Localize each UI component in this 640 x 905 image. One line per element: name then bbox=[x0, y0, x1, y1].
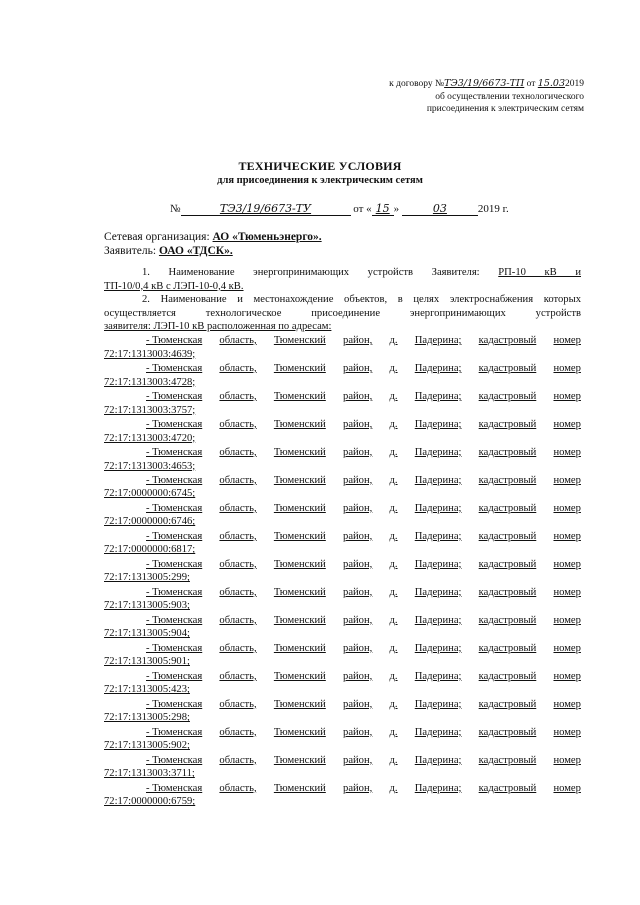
address-word: область, bbox=[219, 726, 257, 738]
tu-from: от « bbox=[353, 203, 372, 215]
cadastral-number: 72:17:1313003:4639; bbox=[104, 348, 196, 360]
address-word: - Тюменская bbox=[146, 390, 203, 402]
address-word: район, bbox=[343, 782, 373, 794]
address-word: кадастровый bbox=[478, 642, 537, 654]
cadastral-number: 72:17:1313003:4653; bbox=[104, 460, 196, 472]
address-item bbox=[104, 698, 581, 725]
cadastral-number: 72:17:0000000:6817; bbox=[104, 544, 196, 556]
address-word: район, bbox=[343, 446, 373, 458]
address-word: кадастровый bbox=[478, 502, 537, 514]
address-item bbox=[104, 418, 581, 445]
address-item bbox=[104, 726, 581, 753]
tu-number-prefix: № bbox=[170, 203, 181, 215]
address-word: область, bbox=[219, 558, 257, 570]
address-word: область, bbox=[219, 782, 257, 794]
address-word: номер bbox=[553, 754, 581, 766]
address-word: д. bbox=[389, 698, 398, 710]
cadastral-number: 72:17:1313005:903; bbox=[104, 600, 190, 612]
applicant-label: Заявитель: bbox=[104, 245, 157, 257]
address-word: номер bbox=[553, 698, 581, 710]
address-item bbox=[104, 446, 581, 473]
address-word: район, bbox=[343, 726, 373, 738]
address-word: Тюменский bbox=[273, 586, 326, 598]
address-word: кадастровый bbox=[478, 530, 537, 542]
address-word: кадастровый bbox=[478, 754, 537, 766]
address-word: район, bbox=[343, 670, 373, 682]
cadastral-number: 72:17:1313003:3757; bbox=[104, 404, 196, 416]
address-word: д. bbox=[389, 558, 398, 570]
address-word: Падерина; bbox=[414, 754, 462, 766]
contract-prefix: к договору № bbox=[389, 79, 445, 89]
address-word: Падерина; bbox=[414, 334, 462, 346]
address-word: Тюменский bbox=[273, 362, 326, 374]
address-word: номер bbox=[553, 782, 581, 794]
address-word: Тюменский bbox=[273, 642, 326, 654]
applicant bbox=[104, 245, 233, 257]
address-word: Падерина; bbox=[414, 502, 462, 514]
address-word: Тюменский bbox=[273, 670, 326, 682]
address-item bbox=[104, 586, 581, 613]
contract-from: от bbox=[526, 79, 536, 89]
address-line bbox=[104, 726, 581, 740]
cadastral-number: 72:17:1313005:298; bbox=[104, 712, 190, 724]
address-line bbox=[104, 558, 581, 572]
address-word: Падерина; bbox=[414, 642, 462, 654]
address-word: д. bbox=[389, 530, 398, 542]
address-word: кадастровый bbox=[478, 390, 537, 402]
address-word: Падерина; bbox=[414, 530, 462, 542]
address-word: район, bbox=[343, 334, 373, 346]
address-item bbox=[104, 642, 581, 669]
address-item bbox=[104, 670, 581, 697]
cadastral-number: 72:17:0000000:6745; bbox=[104, 488, 196, 500]
address-word: Тюменский bbox=[273, 726, 326, 738]
address-word: д. bbox=[389, 502, 398, 514]
item-1-line-1: 1. Наименование энергопринимающих устройств Заявителя: РП-10 кВ и bbox=[142, 267, 581, 278]
address-word: - Тюменская bbox=[146, 698, 203, 710]
organization-value: АО «Тюменьэнерго». bbox=[212, 231, 322, 243]
address-line bbox=[104, 782, 581, 796]
document-subtitle: для присоединения к электрическим сетям bbox=[217, 175, 423, 186]
address-line bbox=[104, 698, 581, 712]
address-word: - Тюменская bbox=[146, 474, 203, 486]
organization-label: Сетевая организация: bbox=[104, 231, 210, 243]
cadastral-number: 72:17:0000000:6746; bbox=[104, 516, 196, 528]
address-word: номер bbox=[553, 446, 581, 458]
address-word: район, bbox=[343, 390, 373, 402]
address-word: Падерина; bbox=[414, 726, 462, 738]
address-word: кадастровый bbox=[478, 474, 537, 486]
address-word: область, bbox=[219, 698, 257, 710]
address-word: Тюменский bbox=[273, 698, 326, 710]
address-word: Падерина; bbox=[414, 390, 462, 402]
contract-line-2: об осуществлении технологического bbox=[435, 91, 584, 102]
address-word: область, bbox=[219, 502, 257, 514]
address-word: - Тюменская bbox=[146, 530, 203, 542]
address-word: Тюменский bbox=[273, 614, 326, 626]
address-word: - Тюменская bbox=[146, 726, 203, 738]
address-item bbox=[104, 754, 581, 781]
cadastral-number: 72:17:0000000:6759; bbox=[104, 796, 196, 808]
address-word: д. bbox=[389, 334, 398, 346]
address-word: район, bbox=[343, 418, 373, 430]
network-organization bbox=[104, 231, 322, 243]
address-line bbox=[104, 754, 581, 768]
address-word: д. bbox=[389, 614, 398, 626]
address-word: область, bbox=[219, 390, 257, 402]
address-word: номер bbox=[553, 558, 581, 570]
cadastral-number: 72:17:1313003:4728; bbox=[104, 376, 196, 388]
tu-month: 03 bbox=[402, 202, 478, 216]
item-1-line-2: ТП-10/0,4 кВ с ЛЭП-10-0,4 кВ. bbox=[104, 280, 244, 292]
address-word: д. bbox=[389, 446, 398, 458]
address-word: д. bbox=[389, 782, 398, 794]
address-line bbox=[104, 642, 581, 656]
address-item bbox=[104, 502, 581, 529]
tu-year: 2019 г. bbox=[477, 203, 509, 215]
cadastral-number: 72:17:1313005:423; bbox=[104, 684, 190, 696]
address-word: номер bbox=[553, 474, 581, 486]
address-item bbox=[104, 782, 581, 809]
address-word: Падерина; bbox=[414, 362, 462, 374]
item-2-line-1: 2. Наименование и местонахождение объектов, в целях электроснабжения которых bbox=[142, 294, 581, 306]
document-title: ТЕХНИЧЕСКИЕ УСЛОВИЯ bbox=[238, 159, 402, 173]
address-line bbox=[104, 502, 581, 516]
address-word: - Тюменская bbox=[146, 558, 203, 570]
address-word: область, bbox=[219, 670, 257, 682]
tu-day: 15 bbox=[372, 202, 394, 216]
address-line bbox=[104, 614, 581, 628]
address-word: область, bbox=[219, 530, 257, 542]
cadastral-number: 72:17:1313005:904; bbox=[104, 628, 190, 640]
address-word: номер bbox=[553, 614, 581, 626]
address-list bbox=[104, 334, 581, 809]
address-word: район, bbox=[343, 530, 373, 542]
address-word: Падерина; bbox=[414, 418, 462, 430]
address-word: - Тюменская bbox=[146, 446, 203, 458]
address-item bbox=[104, 390, 581, 417]
address-word: номер bbox=[553, 586, 581, 598]
contract-line bbox=[324, 78, 584, 91]
cadastral-number: 72:17:1313005:902; bbox=[104, 740, 190, 752]
address-word: Падерина; bbox=[414, 474, 462, 486]
applicant-value: ОАО «ТДСК». bbox=[158, 245, 233, 257]
address-word: номер bbox=[553, 362, 581, 374]
contract-reference bbox=[324, 78, 584, 116]
address-word: д. bbox=[389, 362, 398, 374]
address-word: номер bbox=[553, 726, 581, 738]
cadastral-number: 72:17:1313003:4720; bbox=[104, 432, 196, 444]
address-word: Тюменский bbox=[273, 474, 326, 486]
address-word: д. bbox=[389, 642, 398, 654]
address-word: район, bbox=[343, 642, 373, 654]
address-word: Падерина; bbox=[414, 670, 462, 682]
address-word: Тюменский bbox=[273, 390, 326, 402]
address-word: Тюменский bbox=[273, 334, 326, 346]
address-word: - Тюменская bbox=[146, 782, 203, 794]
address-word: номер bbox=[553, 390, 581, 402]
address-word: д. bbox=[389, 726, 398, 738]
address-word: область, bbox=[219, 418, 257, 430]
tu-number-line bbox=[170, 202, 509, 216]
address-word: номер bbox=[553, 670, 581, 682]
address-word: - Тюменская bbox=[146, 754, 203, 766]
address-word: район, bbox=[343, 754, 373, 766]
address-word: - Тюменская bbox=[146, 334, 203, 346]
address-word: кадастровый bbox=[478, 698, 537, 710]
address-item bbox=[104, 558, 581, 585]
address-word: кадастровый bbox=[478, 782, 537, 794]
address-word: область, bbox=[219, 642, 257, 654]
address-word: область, bbox=[219, 334, 257, 346]
address-word: область, bbox=[219, 362, 257, 374]
address-word: Тюменский bbox=[273, 446, 326, 458]
address-word: район, bbox=[343, 698, 373, 710]
item-2-line-2: осуществляется технологическое присоединение энергопринимающих устройств bbox=[104, 307, 581, 319]
address-word: кадастровый bbox=[478, 670, 537, 682]
address-item bbox=[104, 474, 581, 501]
contract-date: 15.03 bbox=[537, 78, 565, 89]
address-word: - Тюменская bbox=[146, 670, 203, 682]
address-word: номер bbox=[553, 530, 581, 542]
address-line bbox=[104, 418, 581, 432]
item-2-line-3: заявителя: ЛЭП-10 кВ расположенная по адресам: bbox=[104, 321, 332, 333]
address-item bbox=[104, 334, 581, 361]
address-word: район, bbox=[343, 474, 373, 486]
address-word: д. bbox=[389, 754, 398, 766]
address-word: - Тюменская bbox=[146, 586, 203, 598]
address-line bbox=[104, 530, 581, 544]
address-word: - Тюменская bbox=[146, 418, 203, 430]
address-word: Падерина; bbox=[414, 782, 462, 794]
address-line bbox=[104, 586, 581, 600]
address-word: Тюменский bbox=[273, 754, 326, 766]
address-word: - Тюменская bbox=[146, 614, 203, 626]
contract-number: ТЭ3/19/6673-ТП bbox=[444, 78, 525, 89]
address-word: область, bbox=[219, 446, 257, 458]
address-word: - Тюменская bbox=[146, 362, 203, 374]
address-word: кадастровый bbox=[478, 726, 537, 738]
address-word: Тюменский bbox=[273, 502, 326, 514]
address-word: кадастровый bbox=[478, 558, 537, 570]
address-word: область, bbox=[219, 754, 257, 766]
address-word: - Тюменская bbox=[146, 642, 203, 654]
address-word: номер bbox=[553, 334, 581, 346]
contract-year: 2019 bbox=[565, 79, 584, 89]
address-word: Тюменский bbox=[273, 530, 326, 542]
address-word: Падерина; bbox=[414, 558, 462, 570]
address-line bbox=[104, 362, 581, 376]
address-word: - Тюменская bbox=[146, 502, 203, 514]
address-word: Падерина; bbox=[414, 446, 462, 458]
address-word: д. bbox=[389, 418, 398, 430]
address-item bbox=[104, 530, 581, 557]
tu-number: ТЭ3/19/6673-ТУ bbox=[181, 202, 351, 216]
address-word: область, bbox=[219, 586, 257, 598]
address-word: д. bbox=[389, 474, 398, 486]
address-word: номер bbox=[553, 502, 581, 514]
address-word: район, bbox=[343, 502, 373, 514]
address-word: район, bbox=[343, 558, 373, 570]
address-line bbox=[104, 390, 581, 404]
address-word: Тюменский bbox=[273, 418, 326, 430]
address-word: район, bbox=[343, 362, 373, 374]
address-word: кадастровый bbox=[478, 614, 537, 626]
address-word: кадастровый bbox=[478, 586, 537, 598]
address-word: кадастровый bbox=[478, 446, 537, 458]
address-word: д. bbox=[389, 390, 398, 402]
address-line bbox=[104, 670, 581, 684]
address-word: номер bbox=[553, 418, 581, 430]
document-body bbox=[104, 266, 581, 809]
address-line bbox=[104, 446, 581, 460]
address-word: д. bbox=[389, 670, 398, 682]
address-word: кадастровый bbox=[478, 334, 537, 346]
cadastral-number: 72:17:1313005:901; bbox=[104, 656, 190, 668]
address-word: д. bbox=[389, 586, 398, 598]
address-item bbox=[104, 362, 581, 389]
address-word: область, bbox=[219, 474, 257, 486]
address-word: Падерина; bbox=[414, 698, 462, 710]
cadastral-number: 72:17:1313003:3711; bbox=[104, 768, 195, 780]
address-word: кадастровый bbox=[478, 362, 537, 374]
address-word: Тюменский bbox=[273, 558, 326, 570]
address-word: Тюменский bbox=[273, 782, 326, 794]
cadastral-number: 72:17:1313005:299; bbox=[104, 572, 190, 584]
address-word: район, bbox=[343, 586, 373, 598]
address-word: район, bbox=[343, 614, 373, 626]
contract-line-3: присоединения к электрическим сетям bbox=[426, 104, 584, 114]
address-word: номер bbox=[553, 642, 581, 654]
tu-mid: » bbox=[393, 203, 400, 215]
address-word: кадастровый bbox=[478, 418, 537, 430]
address-word: Падерина; bbox=[414, 586, 462, 598]
address-line bbox=[104, 334, 581, 348]
address-line bbox=[104, 474, 581, 488]
address-word: Падерина; bbox=[414, 614, 462, 626]
address-word: область, bbox=[219, 614, 257, 626]
address-item bbox=[104, 614, 581, 641]
